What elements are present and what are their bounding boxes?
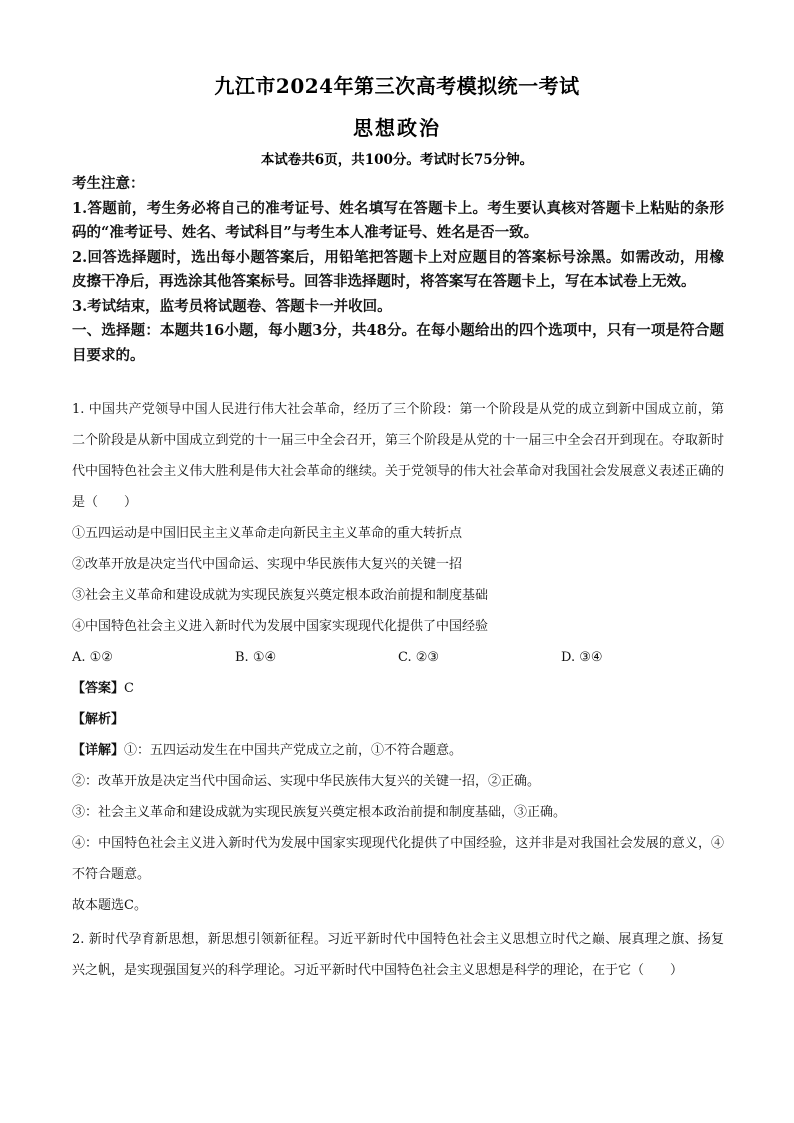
question-2 [72, 924, 724, 986]
note-item: 3.考试结束，监考员将试题卷、答题卡一并收回。 [72, 297, 392, 315]
choice-b: B. ①④ [235, 650, 277, 665]
detail-tag: 【详解】 [72, 743, 125, 758]
detail-line: ③：社会主义革命和建设成就为实现民族复兴奠定根本政治前提和制度基础，③正确。 [72, 805, 567, 820]
detail-line: ④：中国特色社会主义进入新时代为发展中国家实现现代化提供了中国经验，这并非是对我国社会发展的意义，④不符合题意。 [72, 836, 724, 882]
question-stem: 1. 中国共产党领导中国人民进行伟大社会革命，经历了三个阶段：第一个阶段是从党的成立到新中国成立前，第二个阶段是从新中国成立到党的十一届三中全会召开，第三个阶段是从党的十一届三中全会召开到现在。夺取新时代中国特色社会主义伟大胜利是伟大社会革命的继续。关于党领导的伟大社会革命对我国社会发展意义表述正确的是（ ） [72, 402, 724, 510]
detail-line [72, 735, 724, 766]
choice-c: C. ②③ [398, 650, 440, 665]
subject-title: 思想政治 [353, 116, 441, 140]
note-item: 2.回答选择题时，选出每小题答案后，用铅笔把答题卡上对应题目的答案标号涂黑。如需改动，用橡皮擦干净后，再选涂其他答案标号。回答非选择题时，将答案写在答题卡上，写在本试卷上无效。 [72, 248, 724, 290]
question-1 [72, 394, 724, 921]
answer-line [72, 673, 724, 704]
detail-line: ②：改革开放是决定当代中国命运、实现中华民族伟大复兴的关键一招，②正确。 [72, 774, 541, 789]
question-stem: 2. 新时代孕育新思想，新思想引领新征程。习近平新时代中国特色社会主义思想立时代之巅、展真理之旗、扬复兴之帆，是实现强国复兴的科学理论。习近平新时代中国特色社会主义思想是科学的理论，在于它（ ） [72, 932, 724, 978]
notes-section [72, 172, 724, 368]
answer-tag: 【答案】 [72, 681, 125, 696]
analysis-line [72, 704, 724, 735]
exam-title: 九江市2024年第三次高考模拟统一考试 [214, 74, 580, 98]
detail-line: 故本题选C。 [72, 898, 147, 913]
exam-info: 本试卷共6页，共100分。考试时长75分钟。 [260, 152, 534, 168]
answer-value: C [124, 681, 134, 696]
answer-choices [72, 642, 724, 673]
analysis-tag: 【解析】 [72, 712, 125, 727]
question-option: ②改革开放是决定当代中国命运、实现中华民族伟大复兴的关键一招 [72, 557, 463, 572]
choice-d: D. ③④ [561, 650, 603, 665]
question-option: ④中国特色社会主义进入新时代为发展中国家实现现代化提供了中国经验 [72, 619, 489, 634]
section-heading: 一、选择题：本题共16小题，每小题3分，共48分。在每小题给出的四个选项中，只有一项是符合题目要求的。 [72, 322, 724, 364]
question-option: ①五四运动是中国旧民主主义革命走向新民主主义革命的重大转折点 [72, 526, 463, 541]
notes-heading: 考生注意： [72, 175, 145, 192]
note-item: 1.答题前，考生务必将自己的准考证号、姓名填写在答题卡上。考生要认真核对答题卡上粘贴的条形码的“准考证号、姓名、考试科目”与考生本人准考证号、姓名是否一致。 [72, 199, 724, 241]
detail-text: ①：五四运动发生在中国共产党成立之前，①不符合题意。 [124, 743, 463, 758]
question-option: ③社会主义革命和建设成就为实现民族复兴奠定根本政治前提和制度基础 [72, 588, 489, 603]
choice-a: A. ①② [72, 650, 113, 665]
